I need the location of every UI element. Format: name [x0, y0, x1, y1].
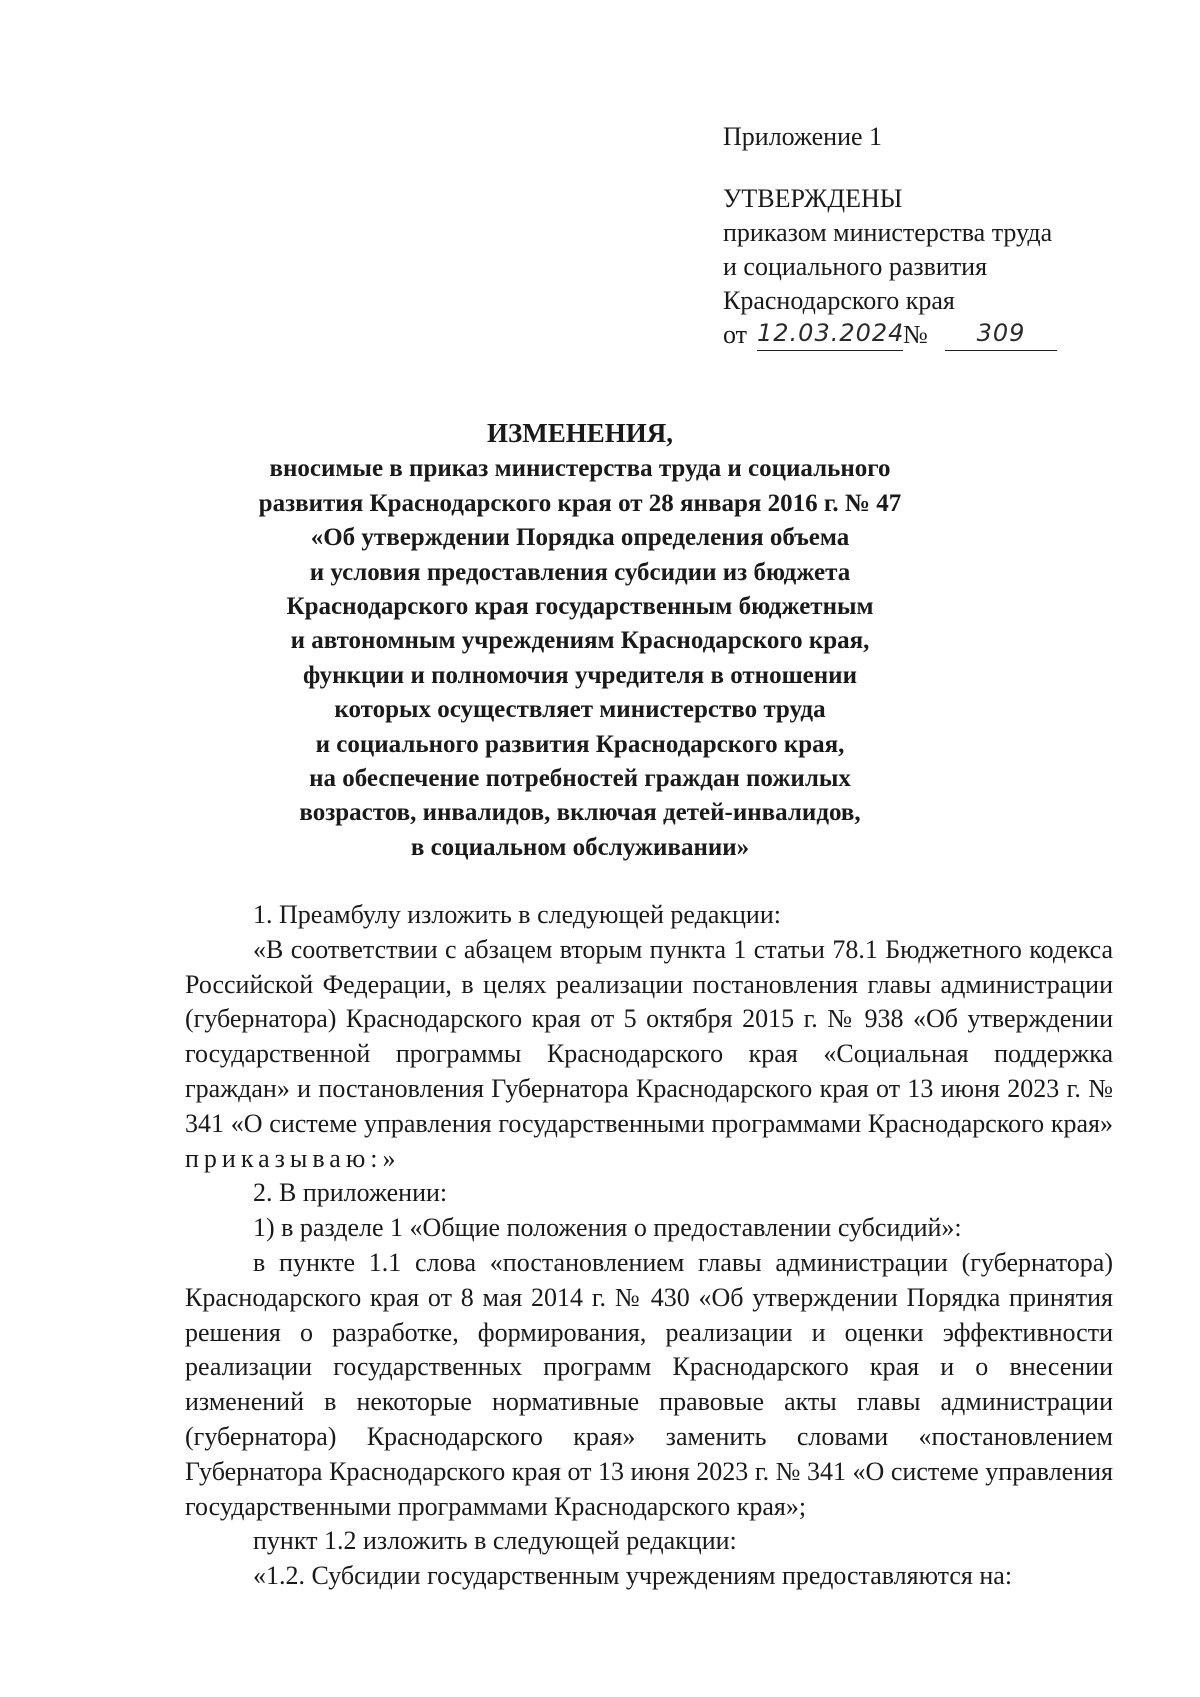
preamble-order-word: приказываю:»	[185, 1143, 401, 1173]
paragraph-appendix-heading: 2. В приложении:	[253, 1178, 448, 1208]
title-line: и условия предоставления субсидии из бюджета	[309, 558, 851, 586]
handwritten-date: 12.03.2024	[757, 316, 903, 351]
title-line: развития Краснодарского края от 28 января 2016 г. № 47	[258, 489, 902, 517]
paragraph-preamble-heading: 1. Преамбулу изложить в следующей редакции:	[253, 900, 781, 929]
approval-line-1: приказом министерства труда	[723, 218, 1053, 247]
paragraph-preamble-text	[185, 933, 1113, 1177]
title-line: в социальном обслуживании»	[410, 833, 750, 861]
paragraph-section-1: 1) в разделе 1 «Общие положения о предоставлении субсидий»:	[253, 1213, 962, 1243]
handwritten-number: 309	[945, 316, 1057, 351]
preamble-text: «В соответствии с абзацем вторым пункта 1 статьи 78.1 Бюджетного кодекса Российской Федерации, в целях реализации постановления главы администрации (губернатора) Краснодарского края от 5 октября 2015 г. № 938 «Об утверждении государственной программы Краснодарского края «Социальная поддержка граждан» и постановления Губернатора Краснодарского края от 13 июня 2023 г. № 341 «О системе управления государственными программами Краснодарского края»	[185, 934, 1113, 1138]
title-line: которых осуществляет министерство труда	[334, 696, 826, 724]
appendix-label: Приложение 1	[723, 122, 883, 151]
title-line: и социального развития Краснодарского края,	[315, 730, 845, 758]
approval-line-3: Краснодарского края	[723, 286, 955, 315]
title-line: возрастов, инвалидов, включая детей-инвалидов,	[299, 799, 861, 827]
title-line: Краснодарского края государственным бюджетным	[286, 593, 874, 621]
approval-block	[723, 120, 1052, 352]
paragraph-clause-1-2-text: «1.2. Субсидии государственным учреждениям предоставляются на:	[253, 1561, 1013, 1591]
title-line: «Об утверждении Порядка определения объема	[310, 524, 850, 552]
approval-line-2: и социального развития	[723, 252, 988, 281]
title-line: и автономным учреждениям Краснодарского края,	[290, 627, 870, 655]
title-line: вносимые в приказ министерства труда и социального	[269, 455, 891, 483]
paragraph-clause-1-1: в пункте 1.1 слова «постановлением главы администрации (губернатора) Краснодарского края от 8 мая 2014 г. № 430 «Об утверждении Порядка принятия решения о разработке, формирования, реализации и оценки эффективности реализации государственных программ Краснодарского края и о внесении изменений в некоторые нормативные правовые акты главы администрации (губернатора) Краснодарского края» заменить словами «постановлением Губернатора Краснодарского края от 13 июня 2023 г. № 341 «О системе управления государственными программами Краснодарского края»;	[185, 1247, 1113, 1521]
number-label: №	[903, 320, 928, 349]
title-line: функции и полномочия учредителя в отношении	[303, 661, 857, 689]
approval-date-line	[723, 318, 1052, 352]
paragraph-clause-1-2-heading: пункт 1.2 изложить в следующей редакции:	[253, 1526, 737, 1556]
title-main: ИЗМЕНЕНИЯ,	[486, 418, 673, 448]
document-title	[250, 416, 910, 865]
title-line: на обеспечение потребностей граждан пожилых	[309, 765, 851, 793]
document-body	[185, 898, 1113, 1594]
approved-heading: УТВЕРЖДЕНЫ	[723, 184, 903, 213]
date-prefix: от	[723, 320, 748, 349]
